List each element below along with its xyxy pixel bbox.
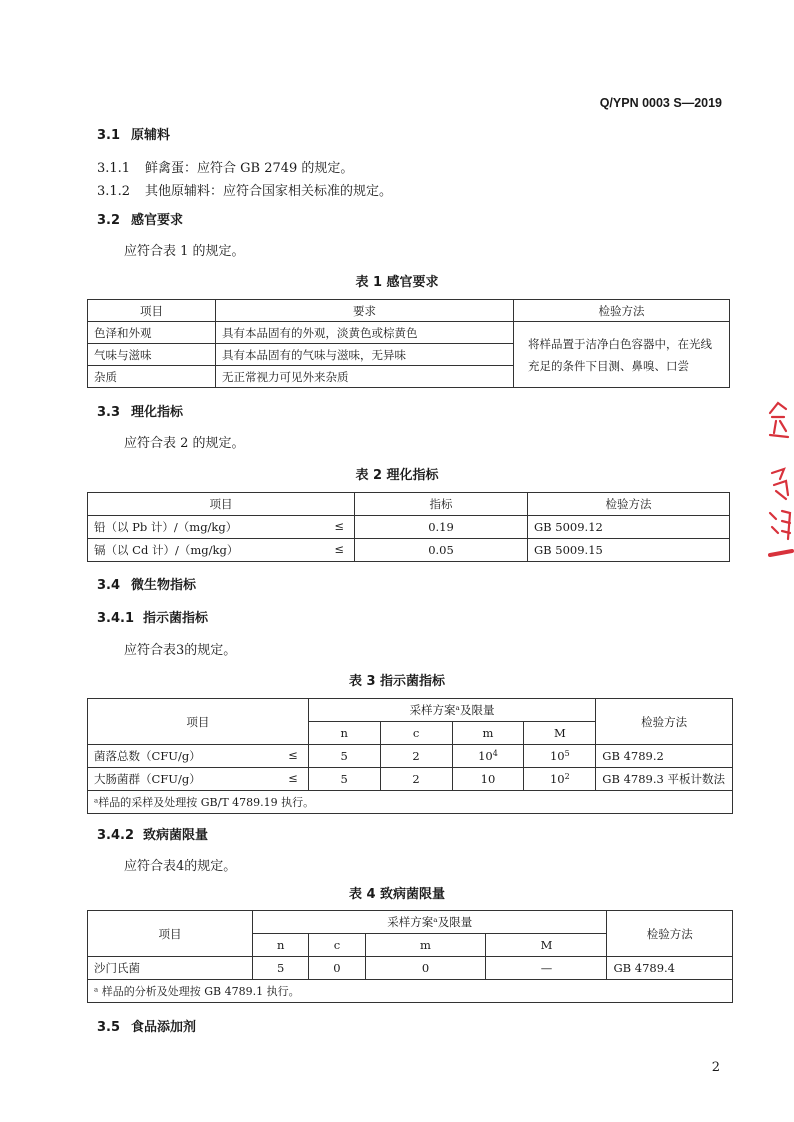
table-row: 铅（以 Pb 计）/（mg/kg） ≤ 0.19 GB 5009.12 <box>88 516 730 539</box>
table-note-row: ᵃ 样品的分析及处理按 GB 4789.1 执行。 <box>88 980 733 1003</box>
table-4-caption: 表 4 致病菌限量 <box>348 887 446 902</box>
table-row: 色泽和外观 具有本品固有的外观，淡黄色或棕黄色 将样品置于洁净白色容器中，在光线充足的条件下目测、鼻嗅、口尝 <box>88 322 730 344</box>
section-3-2-text: 应符合表 1 的规定。 <box>124 244 245 259</box>
page-number: 2 <box>711 1060 720 1075</box>
table-row: 大肠菌群（CFU/g） ≤ 5 2 10 $10^2$ GB 4789.3 平板计数法 <box>88 768 733 791</box>
table-header-row: 项目 要求 检验方法 <box>88 300 730 322</box>
table-row: 沙门氏菌 5 0 0 — GB 4789.4 <box>88 957 733 980</box>
section-heading-3-3: 3.3 理化指标 <box>97 405 184 420</box>
table-4-pathogen-limits <box>87 910 733 1003</box>
sensory-method-cell: 将样品置于洁净白色容器中，在光线充足的条件下目测、鼻嗅、口尝 <box>514 322 730 388</box>
table-row: 气味与滋味 具有本品固有的气味与滋味，无异味 <box>88 344 730 366</box>
clause-3-1-1: 3.1.1 鲜禽蛋：应符合 GB 2749 的规定。 <box>97 161 354 176</box>
table-2-physicochemical <box>87 492 730 562</box>
section-3-4-2-text: 应符合表4的规定。 <box>124 859 237 874</box>
clause-3-1-2: 3.1.2 其他原辅料：应符合国家相关标准的规定。 <box>97 184 393 199</box>
table-2-caption: 表 2 理化指标 <box>355 468 439 483</box>
table-header-row: 项目 指标 检验方法 <box>88 493 730 516</box>
section-heading-3-1: 3.1 原辅料 <box>97 128 171 143</box>
table-1-sensory <box>87 299 730 388</box>
table-subheader-row: n c m M <box>88 934 733 957</box>
table-header-row: 项目 采样方案ᵃ及限量 检验方法 <box>88 911 733 934</box>
table-row: 菌落总数（CFU/g） ≤ 5 2 $10^4$ $10^5$ GB 4789.2 <box>88 745 733 768</box>
section-3-3-text: 应符合表 2 的规定。 <box>124 436 245 451</box>
table-row: 镉（以 Cd 计）/（mg/kg） ≤ 0.05 GB 5009.15 <box>88 539 730 562</box>
section-3-4-1-text: 应符合表3的规定。 <box>124 643 237 658</box>
section-heading-3-4-2: 3.4.2 致病菌限量 <box>97 828 209 843</box>
section-heading-3-4-1: 3.4.1 指示菌指标 <box>97 611 209 626</box>
table-1-caption: 表 1 感官要求 <box>355 275 439 290</box>
table-header-row: 项目 采样方案ᵃ及限量 检验方法 <box>88 699 733 722</box>
section-heading-3-4: 3.4 微生物指标 <box>97 578 197 593</box>
table-note-row: ᵃ样品的采样及处理按 GB/T 4789.19 执行。 <box>88 791 733 814</box>
table-row: 杂质 无正常视力可见外来杂质 <box>88 366 730 388</box>
section-heading-3-2: 3.2 感官要求 <box>97 213 184 228</box>
table-3-caption: 表 3 指示菌指标 <box>348 674 446 689</box>
table-subheader-row: n c m M <box>88 722 733 745</box>
seal-stamp-fragment <box>764 395 794 575</box>
document-code: Q/YPN 0003 S—2019 <box>599 96 722 110</box>
section-heading-3-5: 3.5 食品添加剂 <box>97 1020 197 1035</box>
table-3-indicator-bacteria <box>87 698 733 814</box>
